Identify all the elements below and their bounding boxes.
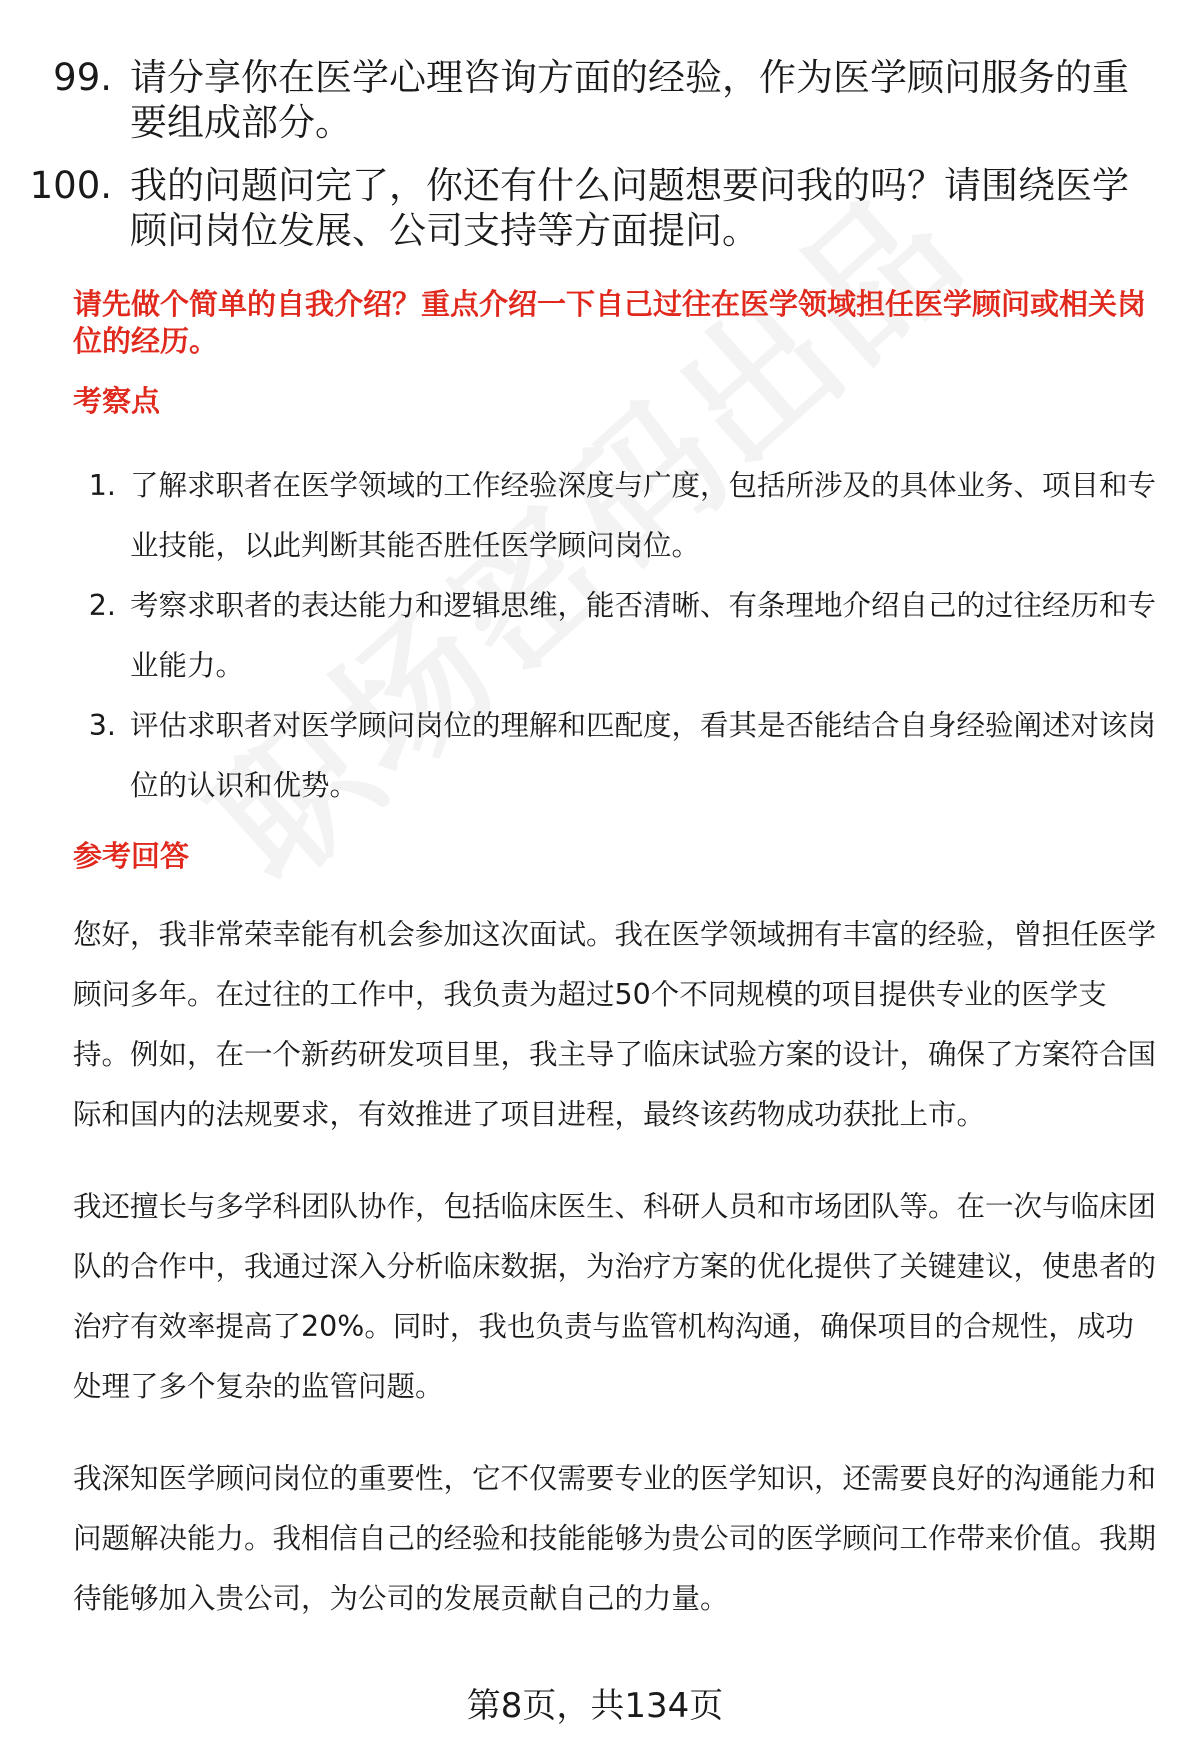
list-item [88,696,1160,816]
list-item-number: 3. [88,709,116,742]
question-100 [29,163,1150,253]
list-item [88,456,1160,576]
section-heading-answer: 参考回答 [73,839,190,873]
list-item-text: 考察求职者的表达能力和逻辑思维，能否清晰、有条理地介绍自己的过往经历和专业能力。 [130,589,1157,682]
list-item-number: 1. [88,469,116,502]
list-item-text: 了解求职者在医学领域的工作经验深度与广度，包括所涉及的具体业务、项目和专业技能，以此判断其能否胜任医学顾问岗位。 [130,469,1157,562]
list-item-number: 2. [88,589,116,622]
main-question-heading: 请先做个简单的自我介绍？重点介绍一下自己过往在医学领域担任医学顾问或相关岗位的经历。 [73,287,1147,358]
question-number: 100. [29,164,112,207]
question-99 [53,55,1150,145]
answer-paragraph: 我深知医学顾问岗位的重要性，它不仅需要专业的医学知识，还需要良好的沟通能力和问题解决能力。我相信自己的经验和技能能够为贵公司的医学顾问工作带来价值。我期待能够加入贵公司，为公司的发展贡献自己的力量。 [73,1462,1157,1615]
page-footer: 第8页，共134页 [466,1686,724,1726]
section-heading-points: 考察点 [73,384,161,418]
answer-paragraph: 您好，我非常荣幸能有机会参加这次面试。我在医学领域拥有丰富的经验，曾担任医学顾问多年。在过往的工作中，我负责为超过50个不同规模的项目提供专业的医学支持。例如，在一个新药研发项目里，我主导了临床试验方案的设计，确保了方案符合国际和国内的法规要求，有效推进了项目进程，最终该药物成功获批上市。 [73,918,1157,1131]
answer-paragraph: 我还擅长与多学科团队协作，包括临床医生、科研人员和市场团队等。在一次与临床团队的合作中，我通过深入分析临床数据，为治疗方案的优化提供了关键建议，使患者的治疗有效率提高了20%。同时，我也负责与监管机构沟通，确保项目的合规性，成功处理了多个复杂的监管问题。 [73,1190,1157,1403]
question-text: 我的问题问完了，你还有什么问题想要问我的吗？请围绕医学顾问岗位发展、公司支持等方面提问。 [130,164,1129,252]
points-list [88,456,1160,816]
list-item [88,576,1160,696]
list-item-text: 评估求职者对医学顾问岗位的理解和匹配度，看其是否能结合自身经验阐述对该岗位的认识和优势。 [130,709,1157,802]
question-text: 请分享你在医学心理咨询方面的经验，作为医学顾问服务的重要组成部分。 [130,56,1129,144]
question-number: 99. [53,56,112,99]
